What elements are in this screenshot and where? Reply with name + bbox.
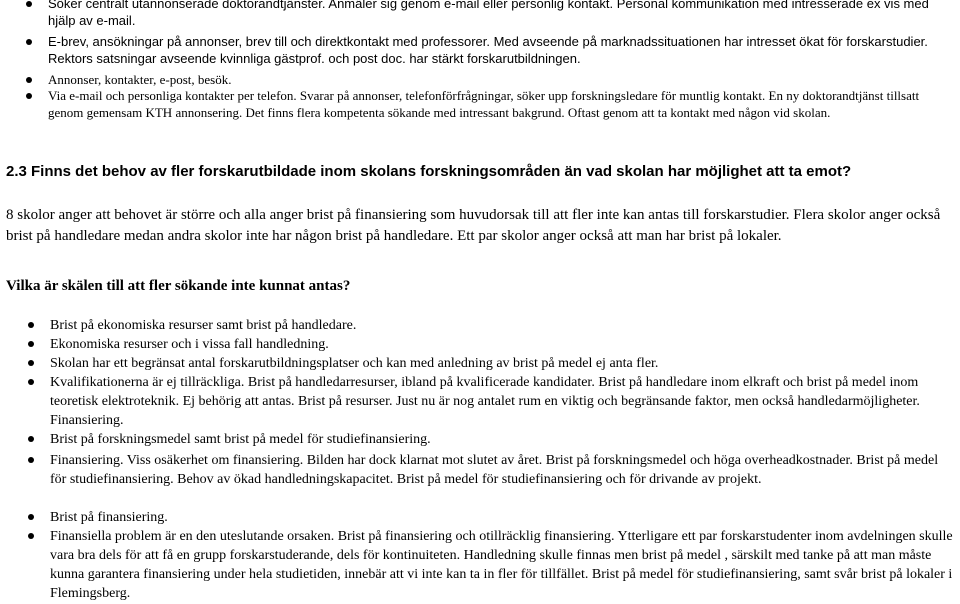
bullet-icon bbox=[28, 322, 34, 328]
list-item-text: Söker centralt utannonserade doktorandtjänster. Anmäler sig genom e-mail eller personlig kontakt. Personal kommunikation med intresserade ex vis med hjälp av e-mail. bbox=[48, 0, 929, 28]
body-paragraph: 8 skolor anger att behovet är större och alla anger brist på finansiering som huvudorsak till att fler inte kan antas till forskarstudier. Flera skolor anger också brist på handledare medan andra skolor inte har någon brist på handledare. Ett par skolor anger också att man har brist på lokaler. bbox=[6, 207, 941, 244]
bullet-icon bbox=[26, 93, 32, 99]
list-item bbox=[50, 527, 956, 603]
list-item bbox=[48, 0, 953, 29]
list-item bbox=[50, 354, 956, 373]
list-item bbox=[48, 87, 953, 121]
list-item bbox=[50, 451, 956, 489]
list-item-text: Annonser, kontakter, e-post, besök. bbox=[48, 72, 232, 87]
bullet-icon bbox=[28, 436, 34, 442]
bullet-icon bbox=[26, 77, 32, 83]
bullet-icon bbox=[28, 514, 34, 520]
list-item bbox=[50, 373, 956, 430]
list-item bbox=[50, 508, 956, 527]
bullet-icon bbox=[28, 379, 34, 385]
list-item bbox=[48, 33, 953, 67]
bullet-icon bbox=[28, 360, 34, 366]
list-item bbox=[50, 335, 956, 354]
list-item-text: Skolan har ett begränsat antal forskarutbildningsplatser och kan med anledning av brist på medel ej anta fler. bbox=[50, 356, 659, 371]
bullet-icon bbox=[26, 39, 32, 45]
list-item-text: Finansiella problem är en den uteslutande orsaken. Brist på finansiering och otillräcklig finansiering. Ytterligare ett par forskarstudenter inom avdelningen skulle vara bra dels för att få en grupp forskarstuderande, dels för kontinuiteten. Handledning skulle finnas men brist på medel , särskilt med tanke på att man måste kunna garantera finansiering under hela studietiden, innebär att vi inte kan ta in fler för tillfället. Brist på medel för studiefinansiering, samt svår brist på lokaler i Flemingsberg. bbox=[50, 529, 953, 601]
bullet-icon bbox=[26, 1, 32, 7]
section-heading: 2.3 Finns det behov av fler forskarutbildade inom skolans forskningsområden än vad skolan har möjlighet att ta emot? bbox=[6, 163, 852, 180]
list-item-text: E-brev, ansökningar på annonser, brev till och direktkontakt med professorer. Med avseende på marknadssituationen har intresset ökat för forskarstudier. Rektors satsningar avseende kvinnliga gästprof. och post doc. har stärkt forskarutbildningen. bbox=[48, 34, 928, 66]
list-item-text: Via e-mail och personliga kontakter per telefon. Svarar på annonser, telefonförfrågningar, söker upp forskningsledare för muntlig kontakt. En ny doktorandtjänst tillsatt genom gemensam KTH annonsering. Det finns flera kompetenta sökande med intressant bakgrund. Oftast genom att ta kontakt med någon vid skolan. bbox=[48, 88, 920, 120]
list-item-text: Ekonomiska resurser och i vissa fall handledning. bbox=[50, 337, 329, 352]
list-item-text: Brist på forskningsmedel samt brist på medel för studiefinansiering. bbox=[50, 432, 431, 447]
list-item bbox=[50, 430, 956, 449]
list-item-text: Kvalifikationerna är ej tillräckliga. Brist på handledarresurser, ibland på kvalificerade kandidater. Brist på handledare inom elkraft och brist på medel inom teoretisk elektroteknik. Ej behörig att antas. Brist på resurser. Just nu är nog antalet rum en viktig och begränsande faktor, men också handledarmöjligheter. Finansiering. bbox=[50, 375, 920, 428]
bullet-icon bbox=[28, 457, 34, 463]
subheading-question: Vilka är skälen till att fler sökande inte kunnat antas? bbox=[6, 278, 351, 294]
list-item bbox=[48, 71, 953, 88]
list-item-text: Brist på ekonomiska resurser samt brist på handledare. bbox=[50, 318, 357, 333]
bullet-icon bbox=[28, 341, 34, 347]
list-item bbox=[50, 316, 956, 335]
list-item-text: Finansiering. Viss osäkerhet om finansiering. Bilden har dock klarnat mot slutet av året. Brist på forskningsmedel och höga overheadkostnader. Brist på medel för studiefinansiering. Behov av ökad handledningskapacitet. Brist på medel för studiefinansiering och för drivande av projekt. bbox=[50, 453, 939, 487]
bullet-icon bbox=[28, 533, 34, 539]
list-item-text: Brist på finansiering. bbox=[50, 510, 168, 525]
